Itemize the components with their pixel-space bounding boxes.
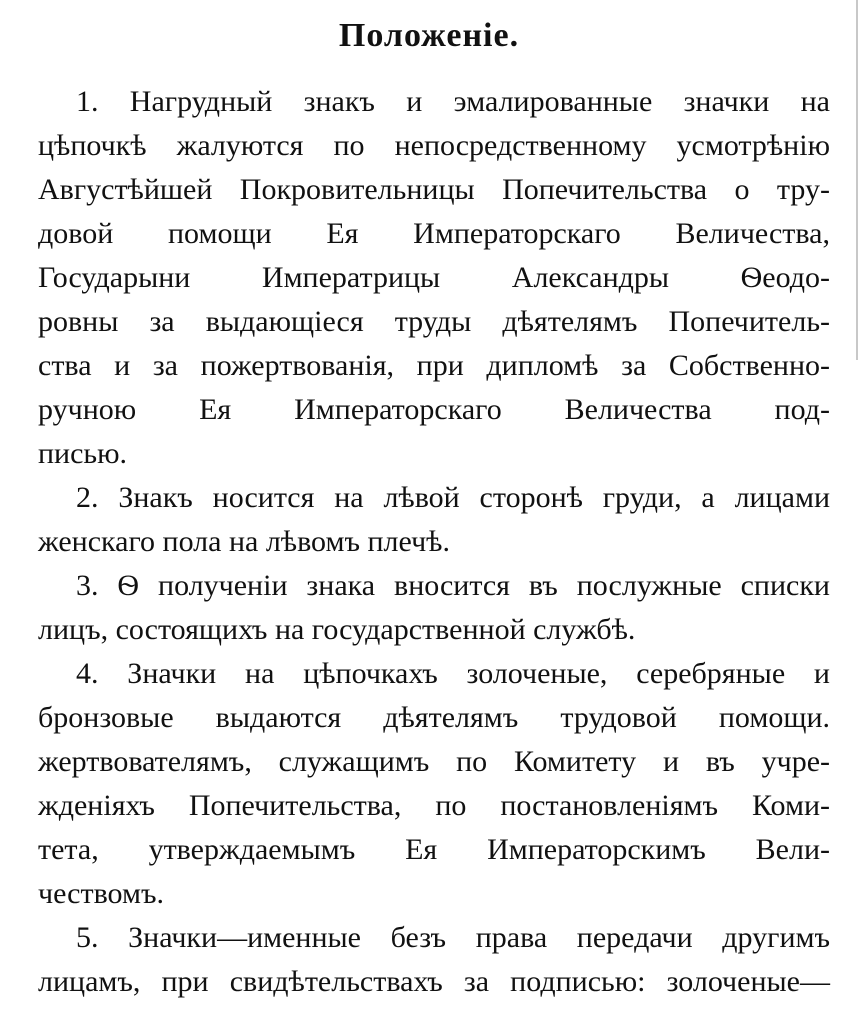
text-line-12: 3. Ѳ полученiи знака вносится въ послужные списки (76, 569, 830, 602)
text-line-18: тета, утверждаемымъ Ея Императорскимъ Вели- (38, 833, 830, 866)
text-line-13: лицъ, состоящихъ на государственной службѣ. (38, 613, 636, 646)
text-line-7: ства и за пожертвованiя, при дипломѣ за Собственно- (38, 349, 830, 382)
text-line-10: 2. Знакъ носится на лѣвой сторонѣ груди, а лицами (76, 481, 830, 514)
text-line-16: жертвователямъ, служащимъ по Комитету и въ учре- (38, 745, 830, 778)
text-line-17: жденiяхъ Попечительства, по постановленiямъ Коми- (38, 789, 830, 822)
text-line-19: чествомъ. (38, 877, 164, 910)
text-line-9: писью. (38, 437, 128, 470)
text-line-3: Августѣйшей Покровительницы Попечительства о тру- (38, 173, 830, 206)
text-line-1: 1. Нагрудный знакъ и эмалированные значки на (76, 85, 830, 118)
document-title: Положенiе. (338, 17, 520, 54)
text-line-2: цѣпочкѣ жалуются по непосредственному усмотрѣнiю (38, 129, 830, 162)
text-line-8: ручною Ея Императорскаго Величества под- (38, 393, 830, 426)
text-line-6: ровны за выдающiеся труды дѣятелямъ Попечитель- (38, 305, 830, 338)
text-line-20: 5. Значки—именные безъ права передачи другимъ (76, 921, 830, 954)
text-line-21: лицамъ, при свидѣтельствахъ за подписью: золоченые— (38, 965, 830, 998)
text-line-4: довой помощи Ея Императорскаго Величества, (38, 217, 830, 250)
text-line-15: бронзовые выдаются дѣятелямъ трудовой помощи. (38, 701, 830, 734)
text-line-11: женскаго пола на лѣвомъ плечѣ. (38, 525, 450, 558)
text-line-14: 4. Значки на цѣпочкахъ золоченые, серебряные и (76, 657, 830, 690)
text-line-5: Государыни Императрицы Александры Ѳеодо- (38, 261, 830, 294)
